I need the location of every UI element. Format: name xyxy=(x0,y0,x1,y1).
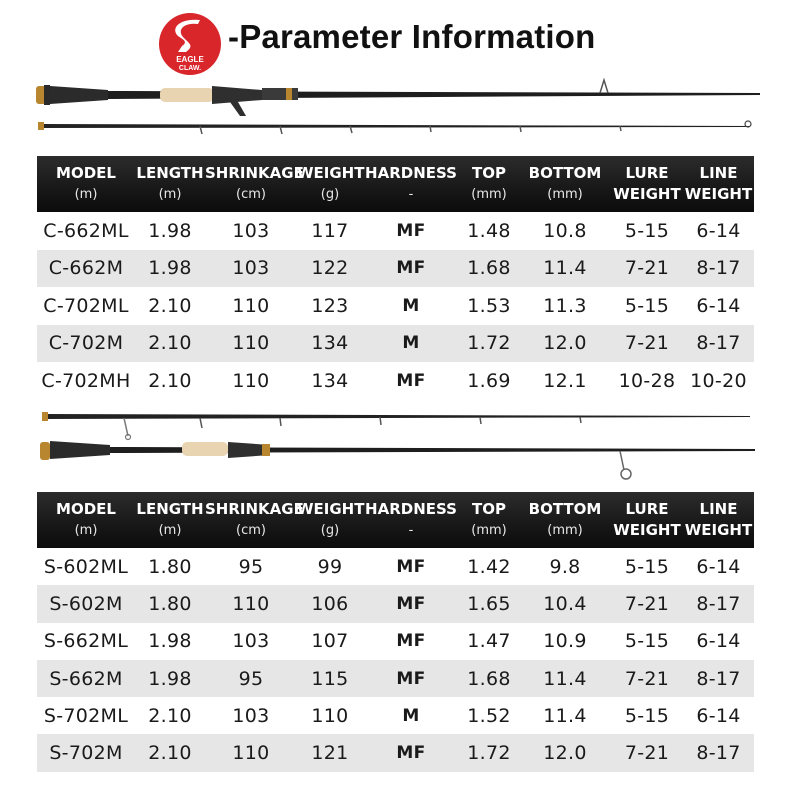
column-header-length: LENGTH (m) xyxy=(135,156,205,212)
table-row xyxy=(37,325,754,363)
cell-length: 2.10 xyxy=(135,287,205,325)
cell-hardness: M xyxy=(363,697,459,734)
cell-hardness: M xyxy=(363,287,459,325)
cell-model: C-702M xyxy=(37,325,135,363)
table-row xyxy=(37,212,754,250)
column-header-shrinkage: SHRINKAGE (cm) xyxy=(205,492,297,548)
cell-lure-weight: 7-21 xyxy=(611,250,683,288)
cell-bottom: 12.0 xyxy=(519,734,611,771)
spinning-rod-spec-table xyxy=(37,492,754,772)
cell-lure-weight: 5-15 xyxy=(611,548,683,585)
cell-length: 1.98 xyxy=(135,623,205,660)
cell-model: C-662M xyxy=(37,250,135,288)
table-header-row xyxy=(37,156,754,212)
cell-shrinkage: 103 xyxy=(205,212,297,250)
column-header-line-weight: LINE WEIGHT xyxy=(683,492,754,548)
cell-weight: 106 xyxy=(297,585,363,622)
spinning-rod-image xyxy=(0,398,800,486)
casting-rod-image xyxy=(0,72,800,144)
cell-top: 1.42 xyxy=(459,548,519,585)
cell-model: S-702M xyxy=(37,734,135,771)
cell-lure-weight: 10-28 xyxy=(611,362,683,400)
cell-line-weight: 6-14 xyxy=(683,287,754,325)
cell-top: 1.68 xyxy=(459,660,519,697)
table-row xyxy=(37,660,754,697)
cell-top: 1.47 xyxy=(459,623,519,660)
cell-line-weight: 8-17 xyxy=(683,325,754,363)
cell-shrinkage: 95 xyxy=(205,548,297,585)
cell-weight: 107 xyxy=(297,623,363,660)
cell-weight: 134 xyxy=(297,325,363,363)
cell-top: 1.72 xyxy=(459,325,519,363)
column-header-weight: WEIGHT (g) xyxy=(297,156,363,212)
cell-line-weight: 6-14 xyxy=(683,623,754,660)
cell-top: 1.52 xyxy=(459,697,519,734)
cell-line-weight: 8-17 xyxy=(683,585,754,622)
cell-top: 1.69 xyxy=(459,362,519,400)
column-header-hardness: HARDNESS - xyxy=(363,156,459,212)
cell-hardness: MF xyxy=(363,548,459,585)
cell-lure-weight: 7-21 xyxy=(611,734,683,771)
cell-length: 2.10 xyxy=(135,734,205,771)
table-header-row xyxy=(37,492,754,548)
cell-top: 1.53 xyxy=(459,287,519,325)
cell-shrinkage: 110 xyxy=(205,734,297,771)
cell-model: S-662ML xyxy=(37,623,135,660)
cell-hardness: MF xyxy=(363,623,459,660)
column-header-shrinkage: SHRINKAGE (cm) xyxy=(205,156,297,212)
cell-line-weight: 10-20 xyxy=(683,362,754,400)
cell-length: 1.98 xyxy=(135,660,205,697)
column-header-model: MODEL (m) xyxy=(37,492,135,548)
cell-line-weight: 8-17 xyxy=(683,660,754,697)
cell-top: 1.68 xyxy=(459,250,519,288)
cell-length: 2.10 xyxy=(135,362,205,400)
cell-shrinkage: 110 xyxy=(205,362,297,400)
column-header-bottom: BOTTOM (mm) xyxy=(519,492,611,548)
svg-text:CLAW.: CLAW. xyxy=(178,65,202,72)
cell-weight: 117 xyxy=(297,212,363,250)
cell-lure-weight: 7-21 xyxy=(611,325,683,363)
cell-bottom: 10.9 xyxy=(519,623,611,660)
cell-model: S-602ML xyxy=(37,548,135,585)
cell-line-weight: 8-17 xyxy=(683,734,754,771)
cell-hardness: MF xyxy=(363,250,459,288)
column-header-top: TOP (mm) xyxy=(459,156,519,212)
svg-text:EAGLE: EAGLE xyxy=(176,55,204,64)
table-row xyxy=(37,697,754,734)
cell-hardness: MF xyxy=(363,585,459,622)
cell-length: 1.98 xyxy=(135,212,205,250)
cell-bottom: 11.4 xyxy=(519,660,611,697)
eagle-claw-logo xyxy=(158,12,222,76)
cell-weight: 115 xyxy=(297,660,363,697)
cell-top: 1.48 xyxy=(459,212,519,250)
cell-weight: 99 xyxy=(297,548,363,585)
cell-shrinkage: 110 xyxy=(205,287,297,325)
cell-shrinkage: 95 xyxy=(205,660,297,697)
cell-shrinkage: 110 xyxy=(205,585,297,622)
cell-shrinkage: 103 xyxy=(205,623,297,660)
table-row xyxy=(37,623,754,660)
cell-line-weight: 6-14 xyxy=(683,697,754,734)
cell-shrinkage: 103 xyxy=(205,697,297,734)
cell-lure-weight: 5-15 xyxy=(611,287,683,325)
cell-hardness: MF xyxy=(363,734,459,771)
column-header-lure-weight: LURE WEIGHT xyxy=(611,492,683,548)
cell-model: C-662ML xyxy=(37,212,135,250)
cell-hardness: MF xyxy=(363,212,459,250)
table-row xyxy=(37,548,754,585)
cell-length: 1.80 xyxy=(135,585,205,622)
cell-length: 1.98 xyxy=(135,250,205,288)
table-row xyxy=(37,734,754,771)
cell-shrinkage: 103 xyxy=(205,250,297,288)
column-header-length: LENGTH (m) xyxy=(135,492,205,548)
cell-model: S-602M xyxy=(37,585,135,622)
cell-bottom: 12.1 xyxy=(519,362,611,400)
column-header-weight: WEIGHT (g) xyxy=(297,492,363,548)
cell-length: 2.10 xyxy=(135,697,205,734)
column-header-line-weight: LINE WEIGHT xyxy=(683,156,754,212)
cell-weight: 134 xyxy=(297,362,363,400)
page-title: -Parameter Information xyxy=(228,18,596,55)
cell-lure-weight: 7-21 xyxy=(611,585,683,622)
column-header-bottom: BOTTOM (mm) xyxy=(519,156,611,212)
cell-lure-weight: 5-15 xyxy=(611,697,683,734)
column-header-hardness: HARDNESS - xyxy=(363,492,459,548)
cell-shrinkage: 110 xyxy=(205,325,297,363)
table-row xyxy=(37,250,754,288)
cell-lure-weight: 5-15 xyxy=(611,212,683,250)
cell-weight: 122 xyxy=(297,250,363,288)
cell-bottom: 10.8 xyxy=(519,212,611,250)
cell-bottom: 12.0 xyxy=(519,325,611,363)
cell-top: 1.72 xyxy=(459,734,519,771)
cell-bottom: 11.4 xyxy=(519,697,611,734)
cell-length: 2.10 xyxy=(135,325,205,363)
cell-weight: 110 xyxy=(297,697,363,734)
cell-bottom: 9.8 xyxy=(519,548,611,585)
cell-weight: 123 xyxy=(297,287,363,325)
cell-line-weight: 8-17 xyxy=(683,250,754,288)
cell-model: S-662M xyxy=(37,660,135,697)
cell-model: S-702ML xyxy=(37,697,135,734)
cell-model: C-702ML xyxy=(37,287,135,325)
cell-hardness: MF xyxy=(363,362,459,400)
cell-hardness: M xyxy=(363,325,459,363)
column-header-model: MODEL (m) xyxy=(37,156,135,212)
cell-lure-weight: 5-15 xyxy=(611,623,683,660)
cell-line-weight: 6-14 xyxy=(683,548,754,585)
cell-bottom: 10.4 xyxy=(519,585,611,622)
table-row xyxy=(37,362,754,400)
cell-bottom: 11.3 xyxy=(519,287,611,325)
cell-top: 1.65 xyxy=(459,585,519,622)
table-row xyxy=(37,287,754,325)
column-header-lure-weight: LURE WEIGHT xyxy=(611,156,683,212)
column-header-top: TOP (mm) xyxy=(459,492,519,548)
page-header xyxy=(0,0,800,78)
cell-model: C-702MH xyxy=(37,362,135,400)
cell-length: 1.80 xyxy=(135,548,205,585)
casting-rod-spec-table xyxy=(37,156,754,400)
cell-weight: 121 xyxy=(297,734,363,771)
cell-line-weight: 6-14 xyxy=(683,212,754,250)
table-row xyxy=(37,585,754,622)
cell-bottom: 11.4 xyxy=(519,250,611,288)
cell-hardness: MF xyxy=(363,660,459,697)
cell-lure-weight: 7-21 xyxy=(611,660,683,697)
